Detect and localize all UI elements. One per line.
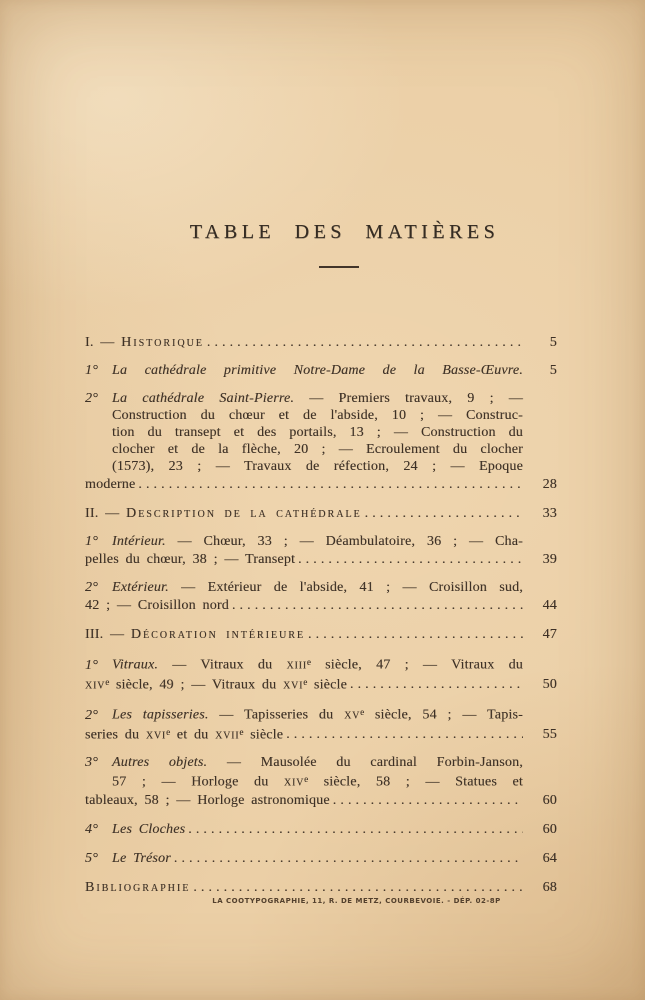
- toc-text-segment: moderne: [85, 477, 136, 492]
- toc-line: [85, 754, 557, 771]
- toc-line-text: [85, 674, 347, 694]
- toc-entry-prefix: 2°: [85, 707, 98, 723]
- toc-text-segment: pelles du chœur, 38 ; — Transept: [85, 552, 296, 567]
- toc-entry: [85, 754, 557, 809]
- toc-text-segment: e: [303, 676, 308, 687]
- toc-entry: [85, 390, 557, 493]
- toc-text-segment: La cathédrale Saint-Pierre.: [112, 391, 295, 406]
- toc-text-segment: Historique: [121, 335, 204, 350]
- toc-text-segment: xiv: [283, 774, 305, 790]
- toc-entry-prefix: II. —: [85, 506, 127, 521]
- toc-text-segment: Décoration intérieure: [130, 627, 306, 642]
- dot-leader: [138, 475, 523, 493]
- toc-text-segment: clocher et de la flèche, 20 ; — Ecroulement du clocher: [112, 442, 523, 457]
- toc-page-number: 5: [549, 363, 557, 378]
- toc-text-segment: Le Trésor: [112, 850, 171, 866]
- toc-text-segment: (1573), 23 ; — Travaux de réfection, 24 ; — Epoque: [112, 459, 523, 474]
- toc-text-segment: xiv: [85, 677, 106, 692]
- toc-text-segment: e: [304, 774, 309, 784]
- toc-page-number: 5: [549, 335, 557, 350]
- toc-text-segment: xvi: [283, 677, 304, 692]
- toc-text-segment: Les tapisseries.: [112, 707, 209, 723]
- toc-line-text: [85, 879, 190, 896]
- toc-page-number: 44: [542, 598, 557, 613]
- toc-entry-prefix: 1°: [85, 657, 98, 673]
- toc-text-segment: tion du transept et des portails, 13 ; — Construction du: [112, 425, 523, 440]
- toc-text-segment: Intérieur.: [112, 534, 166, 549]
- toc-line-text: [85, 505, 362, 522]
- toc-line: [85, 625, 557, 643]
- toc-line-text: [85, 597, 229, 614]
- printer-imprint: LA COOTYPOGRAPHIE, 11, R. DE METZ, COURBEVOIE. - DÉP. 02-8P: [212, 897, 501, 905]
- toc-entry: [85, 362, 557, 379]
- toc-list: [85, 333, 557, 907]
- toc-text-segment: — Premiers travaux, 9 ; —: [294, 391, 523, 406]
- toc-line-text: [85, 724, 283, 744]
- toc-line: [85, 704, 557, 724]
- toc-text-segment: xiii: [286, 657, 307, 673]
- toc-line-text: [85, 792, 330, 809]
- dot-leader: [193, 878, 523, 896]
- toc-text-segment: — Tapisseries du: [208, 707, 345, 723]
- toc-line: [85, 424, 557, 441]
- toc-text-segment: — Chœur, 33 ; — Déambulatoire, 36 ; — Cha-: [165, 534, 523, 549]
- toc-entry-prefix: 1°: [85, 534, 98, 549]
- toc-line: [85, 820, 557, 838]
- dot-leader: [207, 333, 523, 351]
- toc-line: [85, 791, 557, 809]
- toc-text-segment: e: [166, 726, 171, 737]
- toc-entry-prefix: 4°: [85, 821, 98, 837]
- toc-text-segment: Description de la cathédrale: [126, 506, 362, 521]
- toc-line-text: [85, 626, 305, 643]
- toc-text-segment: Bibliographie: [85, 879, 191, 895]
- toc-page-number: 33: [542, 506, 557, 521]
- toc-text-segment: Autres objets.: [112, 755, 208, 770]
- toc-page-number: 55: [542, 727, 557, 742]
- toc-line: [85, 533, 557, 550]
- toc-entry: [85, 504, 557, 522]
- toc-text-segment: et du: [170, 727, 216, 742]
- toc-line: [85, 550, 557, 568]
- toc-entry: [85, 878, 557, 896]
- toc-page-number: 50: [542, 677, 557, 692]
- toc-page-number: 60: [542, 821, 557, 837]
- toc-page-number: 47: [542, 627, 557, 642]
- toc-line: [85, 771, 557, 791]
- toc-text-segment: 42 ; — Croisillon nord: [85, 598, 229, 613]
- toc-text-segment: e: [239, 726, 244, 737]
- toc-line: [85, 579, 557, 596]
- toc-line: [85, 458, 557, 475]
- toc-text-segment: xvi: [145, 727, 167, 742]
- toc-text-segment: siècle, 49 ; — Vitraux du: [109, 677, 284, 692]
- toc-page-number: 64: [542, 850, 557, 866]
- title-rule: [319, 266, 359, 268]
- toc-line: [85, 333, 557, 351]
- dot-leader: [365, 504, 523, 522]
- dot-leader: [308, 625, 523, 643]
- dot-leader: [298, 550, 523, 568]
- toc-entry-prefix: 2°: [85, 391, 98, 406]
- dot-leader: [333, 791, 523, 809]
- toc-text-segment: siècle: [243, 727, 284, 742]
- toc-entry-prefix: 2°: [85, 580, 98, 595]
- toc-line: [85, 596, 557, 614]
- toc-text-segment: Extérieur.: [112, 580, 169, 595]
- toc-line-text: [85, 850, 171, 867]
- toc-line: [85, 441, 557, 458]
- toc-page-number: 39: [542, 552, 557, 567]
- toc-text-segment: xvii: [215, 727, 240, 742]
- toc-text-segment: siècle, 47 ; — Vitraux du: [310, 657, 523, 673]
- toc-text-segment: siècle, 58 ; — Statues et: [308, 774, 523, 790]
- dot-leader: [174, 849, 523, 867]
- toc-text-segment: Construction du chœur et de l'abside, 10 ; — Construc-: [112, 408, 523, 423]
- toc-entry: [85, 533, 557, 568]
- toc-entry-prefix: 3°: [85, 755, 98, 770]
- toc-text-segment: siècle: [307, 677, 347, 692]
- toc-text-segment: e: [105, 676, 110, 687]
- toc-text-segment: Vitraux.: [112, 657, 159, 673]
- toc-entry-prefix: III. —: [85, 627, 131, 642]
- toc-line: [85, 475, 557, 493]
- toc-entry: [85, 820, 557, 838]
- toc-entry: [85, 333, 557, 351]
- toc-line: [85, 390, 557, 407]
- toc-line-text: [85, 551, 295, 568]
- toc-entry-prefix: 5°: [85, 850, 98, 866]
- toc-text-segment: Les Cloches: [112, 821, 186, 837]
- toc-line: [85, 407, 557, 424]
- toc-page-number: 28: [542, 477, 557, 492]
- toc-entry: [85, 654, 557, 693]
- dot-leader: [350, 675, 523, 693]
- toc-text-segment: xv: [344, 707, 361, 723]
- toc-entry: [85, 704, 557, 743]
- toc-line-text: [85, 821, 185, 838]
- toc-text-segment: 57 ; — Horloge du: [112, 774, 284, 790]
- toc-text-segment: — Extérieur de l'abside, 41 ; — Croisillon sud,: [168, 580, 523, 595]
- toc-line: [85, 504, 557, 522]
- toc-entry-prefix: I. —: [85, 335, 122, 350]
- toc-line: [85, 878, 557, 896]
- toc-entry: [85, 579, 557, 614]
- toc-text-segment: — Vitraux du: [158, 657, 287, 673]
- toc-entry-prefix: 1°: [85, 363, 98, 378]
- toc-text-segment: e: [306, 657, 311, 667]
- toc-line: [85, 674, 557, 694]
- page-title: TABLE DES MATIÈRES: [189, 221, 500, 243]
- toc-text-segment: e: [360, 707, 365, 717]
- toc-line-text: [85, 476, 135, 493]
- toc-text-segment: tableaux, 58 ; — Horloge astronomique: [85, 792, 330, 808]
- dot-leader: [188, 820, 523, 838]
- toc-text-segment: series du: [85, 727, 146, 742]
- dot-leader: [286, 725, 523, 743]
- toc-page-number: 60: [542, 792, 557, 808]
- toc-line: [85, 654, 557, 674]
- toc-page-number: 68: [542, 879, 557, 895]
- toc-entry: [85, 849, 557, 867]
- toc-text-segment: La cathédrale primitive Notre-Dame de la Basse-Œuvre.: [112, 363, 523, 378]
- toc-entry: [85, 625, 557, 643]
- toc-line: [85, 724, 557, 744]
- toc-line: [85, 849, 557, 867]
- dot-leader: [232, 596, 523, 614]
- toc-line-text: [85, 334, 204, 351]
- toc-text-segment: — Mausolée du cardinal Forbin-Janson,: [207, 755, 523, 770]
- toc-line: [85, 362, 557, 379]
- toc-text-segment: siècle, 54 ; — Tapis-: [364, 707, 523, 723]
